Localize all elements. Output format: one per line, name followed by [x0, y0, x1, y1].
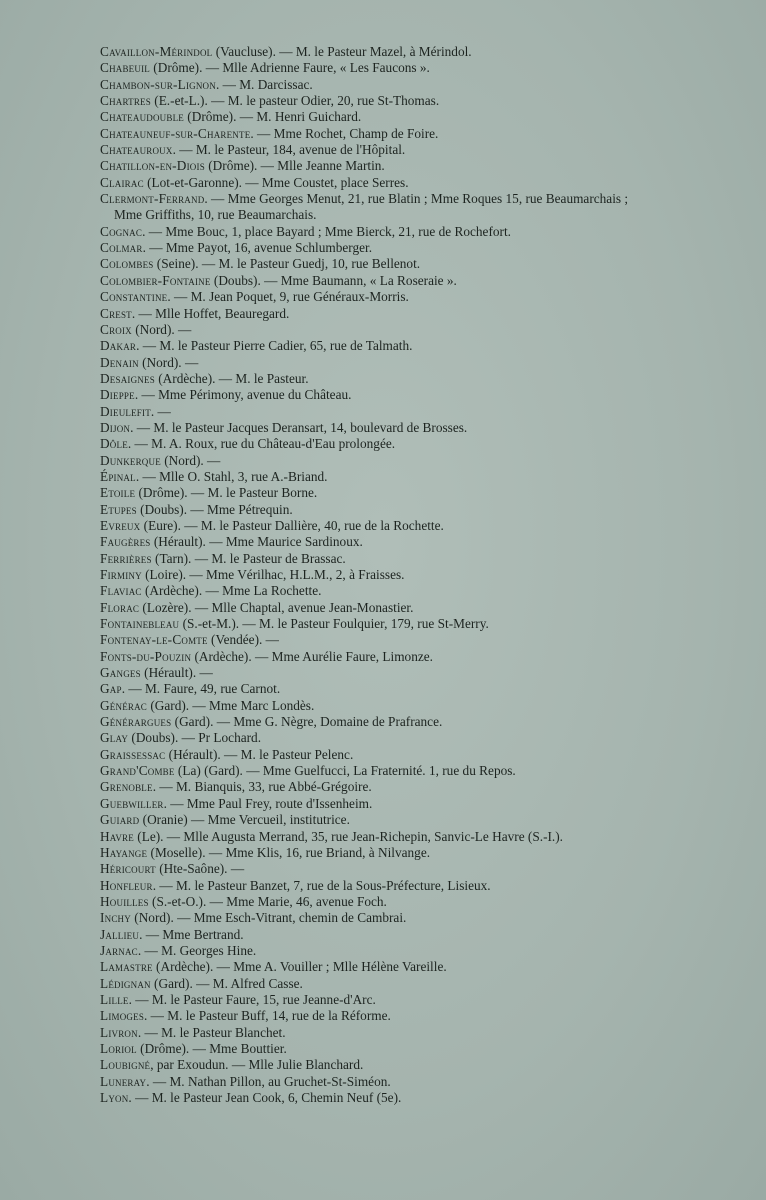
directory-entry [100, 44, 640, 60]
entry-place: Clairac [100, 174, 144, 190]
entry-detail: . — Mme Rochet, Champ de Foire. [250, 125, 439, 141]
entry-detail: . — [150, 403, 171, 419]
directory-entry [100, 649, 640, 665]
entry-place: Havre [100, 828, 134, 844]
entry-detail: . — M. Darcissac. [215, 76, 313, 92]
entry-detail: . — M. A. Roux, rue du Château-d'Eau prolongée. [127, 436, 396, 452]
directory-entry [100, 306, 640, 322]
entry-detail: . — M. le Pasteur Blanchet. [137, 1024, 286, 1040]
entry-detail: (Nord). — [160, 452, 221, 468]
entry-place: Cognac [100, 223, 143, 239]
entry-place: Dieppe [100, 387, 135, 403]
directory-entry [100, 861, 640, 877]
entry-place: Jallieu [100, 926, 140, 942]
entry-place: Ferrières [100, 550, 152, 566]
entry-detail: (Hérault). — M. le Pasteur Pelenc. [165, 746, 354, 762]
entry-detail: . — M. Jean Poquet, 9, rue Généraux-Morris. [167, 289, 409, 305]
entry-place: Chartres [100, 93, 151, 109]
entry-place: Loubigné [100, 1057, 151, 1073]
entry-detail: . — M. le Pasteur, 184, avenue de l'Hôpital. [172, 142, 406, 158]
directory-entry [100, 518, 640, 534]
directory-entry [100, 1025, 640, 1041]
entry-detail: . — Mlle Hoffet, Beauregard. [131, 305, 290, 321]
directory-entry [100, 436, 640, 452]
entry-place: Luneray [100, 1073, 147, 1089]
entry-detail: (Vaucluse). — M. le Pasteur Mazel, à Mérindol. [212, 44, 472, 59]
directory-entry [100, 534, 640, 550]
entry-detail: (Le). — Mlle Augusta Merrand, 35, rue Jean-Richepin, Sanvic-Le Havre (S.-I.). [133, 828, 564, 844]
entry-place: Chateaudouble [100, 109, 184, 125]
directory-entry [100, 387, 640, 403]
entry-detail: (Nord). — [138, 354, 199, 370]
entry-detail: (Gard). — Mme Marc Londès. [147, 697, 315, 713]
directory-entry [100, 551, 640, 567]
directory-entry [100, 600, 640, 616]
entry-detail: . — Mme Payot, 16, avenue Schlumberger. [142, 240, 373, 256]
entry-place: Faugères [100, 534, 151, 550]
directory-entry [100, 142, 640, 158]
directory-entry [100, 812, 640, 828]
entry-place: Chambon-sur-Lignon [100, 76, 216, 92]
directory-entry [100, 77, 640, 93]
directory-entry [100, 567, 640, 583]
entry-place: Jarnac [100, 942, 138, 958]
directory-entry [100, 60, 640, 76]
entry-detail: . — Mme Bouc, 1, place Bayard ; Mme Bierck, 21, rue de Rochefort. [142, 223, 511, 239]
entry-place: Chateauroux [100, 142, 173, 158]
directory-entry [100, 126, 640, 142]
entry-list [100, 44, 640, 1106]
entry-detail: (Drôme). — Mlle Jeanne Martin. [204, 158, 385, 174]
entry-detail: . — M. Nathan Pillon, au Gruchet-St-Siméon. [146, 1073, 391, 1089]
entry-place: Colombier-Fontaine [100, 272, 211, 288]
entry-place: Graissessac [100, 746, 166, 762]
entry-place: Fonts-du-Pouzin [100, 648, 192, 664]
entry-place: Lamastre [100, 959, 153, 975]
directory-entry [100, 371, 640, 387]
entry-place: Livron [100, 1024, 138, 1040]
entry-place: Croix [100, 321, 132, 337]
entry-detail: (E.-et-L.). — M. le pasteur Odier, 20, rue St-Thomas. [150, 93, 440, 109]
entry-place: Dakar [100, 338, 137, 354]
directory-entry [100, 240, 640, 256]
entry-detail: (Hte-Saône). — [155, 861, 245, 877]
entry-place: Générargues [100, 714, 172, 730]
entry-place: Loriol [100, 1040, 137, 1056]
entry-detail: . — M. le Pasteur Jean Cook, 6, Chemin Neuf (5e). [128, 1090, 402, 1105]
entry-place: Lédignan [100, 975, 151, 991]
entry-place: Chatillon-en-Diois [100, 158, 205, 174]
directory-entry [100, 1057, 640, 1073]
entry-place: Héricourt [100, 861, 156, 877]
directory-entry [100, 730, 640, 746]
entry-place: Fontenay-le-Comte [100, 632, 208, 648]
entry-detail: (Hérault). — Mme Maurice Sardinoux. [150, 534, 363, 550]
entry-detail: (La) (Gard). — Mme Guelfucci, La Fraternité. 1, rue du Repos. [174, 763, 516, 779]
entry-detail: . — Mme Georges Menut, 21, rue Blatin ; Mme Roques 15, rue Beaumarchais ; Mme Griffiths, 10, rue Beaumarchais. [114, 191, 629, 223]
directory-entry [100, 894, 640, 910]
directory-entry [100, 583, 640, 599]
entry-place: Guiard [100, 812, 140, 828]
entry-place: Fontainebleau [100, 616, 180, 632]
entry-place: Etoile [100, 485, 136, 501]
directory-entry [100, 747, 640, 763]
directory-entry [100, 322, 640, 338]
entry-detail: , par Exoudun. — Mlle Julie Blanchard. [150, 1057, 364, 1073]
entry-place: Dôle [100, 436, 128, 452]
entry-detail: (Drôme). — M. le Pasteur Borne. [135, 485, 318, 501]
entry-detail: (Vendée). — [207, 632, 279, 648]
entry-place: Houilles [100, 893, 149, 909]
directory-entry [100, 289, 640, 305]
entry-detail: (Ardèche). — Mme A. Vouiller ; Mlle Hélène Vareille. [152, 959, 447, 975]
directory-entry [100, 878, 640, 894]
entry-place: Glay [100, 730, 129, 746]
entry-detail: . — Mme Paul Frey, route d'Issenheim. [163, 795, 373, 811]
entry-detail: (S.-et-O.). — Mme Marie, 46, avenue Foch. [148, 893, 387, 909]
entry-place: Limoges [100, 1008, 145, 1024]
entry-detail: (Doubs). — Mme Pétrequin. [136, 501, 293, 517]
directory-entry [100, 158, 640, 174]
entry-place: Desaignes [100, 370, 155, 386]
entry-detail: (Drôme). — M. Henri Guichard. [183, 109, 362, 125]
entry-detail: (Tarn). — M. le Pasteur de Brassac. [151, 550, 346, 566]
entry-detail: . — M. Bianquis, 33, rue Abbé-Grégoire. [152, 779, 372, 795]
directory-entry [100, 959, 640, 975]
directory-entry [100, 632, 640, 648]
entry-detail: (Loire). — Mme Vérilhac, H.L.M., 2, à Fraisses. [141, 567, 405, 582]
entry-place: Cavaillon-Mérindol [100, 44, 213, 59]
directory-entry [100, 338, 640, 354]
directory-entry [100, 453, 640, 469]
directory-entry [100, 191, 640, 224]
entry-place: Lille [100, 991, 129, 1007]
entry-place: Guebwiller [100, 795, 164, 811]
entry-detail: (Nord). — Mme Esch-Vitrant, chemin de Cambrai. [130, 910, 407, 926]
directory-entry [100, 1074, 640, 1090]
directory-entry [100, 175, 640, 191]
directory-entry [100, 256, 640, 272]
directory-entry [100, 1090, 640, 1106]
entry-place: Lyon [100, 1090, 129, 1105]
entry-place: Chabeuil [100, 60, 150, 76]
entry-detail: (Gard). — Mme G. Nègre, Domaine de Prafrance. [171, 714, 443, 730]
entry-detail: (Ardèche). — Mme Aurélie Faure, Limonze. [191, 648, 433, 664]
entry-place: Chateauneuf-sur-Charente [100, 125, 251, 141]
directory-entry [100, 698, 640, 714]
entry-place: Dieulefit [100, 403, 151, 419]
directory-entry [100, 927, 640, 943]
entry-place: Dunkerque [100, 452, 161, 468]
directory-entry [100, 829, 640, 845]
directory-entry [100, 502, 640, 518]
entry-detail: (Lozère). — Mlle Chaptal, avenue Jean-Monastier. [139, 599, 414, 615]
entry-place: Hayange [100, 844, 148, 860]
entry-place: Grand'Combe [100, 763, 175, 779]
directory-entry [100, 779, 640, 795]
directory-entry [100, 714, 640, 730]
directory-entry [100, 404, 640, 420]
directory-entry [100, 355, 640, 371]
entry-place: Crest [100, 305, 132, 321]
entry-detail: (Moselle). — Mme Klis, 16, rue Briand, à Nilvange. [147, 844, 431, 860]
entry-detail: . — M. le Pasteur Buff, 14, rue de la Réforme. [144, 1008, 391, 1024]
directory-entry [100, 469, 640, 485]
entry-place: Honfleur [100, 877, 153, 893]
entry-place: Ganges [100, 665, 141, 681]
entry-place: Grenoble [100, 779, 153, 795]
entry-detail: . — M. le Pasteur Jacques Deransart, 14, boulevard de Brosses. [130, 419, 468, 435]
directory-entry [100, 273, 640, 289]
entry-detail: . — M. le Pasteur Pierre Cadier, 65, rue de Talmath. [136, 338, 413, 354]
directory-entry [100, 681, 640, 697]
directory-entry [100, 665, 640, 681]
directory-entry [100, 420, 640, 436]
entry-detail: . — M. le Pasteur Faure, 15, rue Jeanne-d'Arc. [128, 991, 376, 1007]
entry-detail: (Eure). — M. le Pasteur Dallière, 40, rue de la Rochette. [140, 517, 444, 533]
entry-place: Épinal [100, 468, 136, 484]
entry-place: Générac [100, 697, 148, 713]
directory-entry [100, 943, 640, 959]
entry-place: Dijon [100, 419, 131, 435]
directory-entry [100, 763, 640, 779]
entry-place: Florac [100, 599, 140, 615]
entry-detail: (S.-et-M.). — M. le Pasteur Foulquier, 179, rue St-Merry. [179, 616, 489, 632]
entry-place: Flaviac [100, 583, 142, 599]
entry-detail: (Oranie) — Mme Vercueil, institutrice. [139, 812, 350, 828]
entry-detail: (Ardèche). — Mme La Rochette. [141, 583, 322, 599]
directory-entry [100, 796, 640, 812]
entry-detail: . — M. Georges Hine. [137, 942, 257, 958]
directory-entry [100, 93, 640, 109]
entry-place: Constantine [100, 289, 168, 305]
entry-detail: (Doubs). — Mme Baumann, « La Roseraie ». [210, 272, 457, 288]
entry-detail: (Seine). — M. le Pasteur Guedj, 10, rue Bellenot. [153, 256, 421, 272]
entry-place: Colombes [100, 256, 154, 272]
entry-place: Colmar [100, 240, 143, 256]
entry-detail: . — Mme Périmony, avenue du Château. [134, 387, 352, 403]
directory-entry [100, 1041, 640, 1057]
directory-entry [100, 109, 640, 125]
entry-detail: . — M. le Pasteur Banzet, 7, rue de la Sous-Préfecture, Lisieux. [152, 877, 491, 893]
directory-entry [100, 910, 640, 926]
directory-entry [100, 992, 640, 1008]
directory-entry [100, 224, 640, 240]
entry-place: Evreux [100, 517, 141, 533]
entry-detail: . — Mlle O. Stahl, 3, rue A.-Briand. [135, 468, 328, 484]
directory-entry [100, 845, 640, 861]
entry-detail: . — Mme Bertrand. [139, 926, 244, 942]
entry-place: Clermont-Ferrand [100, 191, 205, 207]
entry-detail: . — M. Faure, 49, rue Carnot. [121, 681, 281, 697]
directory-entry [100, 976, 640, 992]
entry-place: Firminy [100, 567, 142, 582]
directory-entry [100, 1008, 640, 1024]
entry-place: Etupes [100, 501, 137, 517]
directory-entry [100, 485, 640, 501]
entry-detail: (Nord). — [131, 321, 192, 337]
entry-detail: (Ardèche). — M. le Pasteur. [154, 370, 309, 386]
entry-place: Inchy [100, 910, 131, 926]
entry-detail: (Lot-et-Garonne). — Mme Coustet, place Serres. [143, 174, 409, 190]
entry-detail: (Doubs). — Pr Lochard. [128, 730, 262, 746]
entry-detail: (Drôme). — Mlle Adrienne Faure, « Les Faucons ». [149, 60, 430, 76]
entry-place: Denain [100, 354, 139, 370]
entry-detail: (Drôme). — Mme Bouttier. [136, 1040, 287, 1056]
entry-detail: (Hérault). — [140, 665, 213, 681]
entry-detail: (Gard). — M. Alfred Casse. [150, 975, 303, 991]
entry-place: Gap [100, 681, 122, 697]
directory-entry [100, 616, 640, 632]
